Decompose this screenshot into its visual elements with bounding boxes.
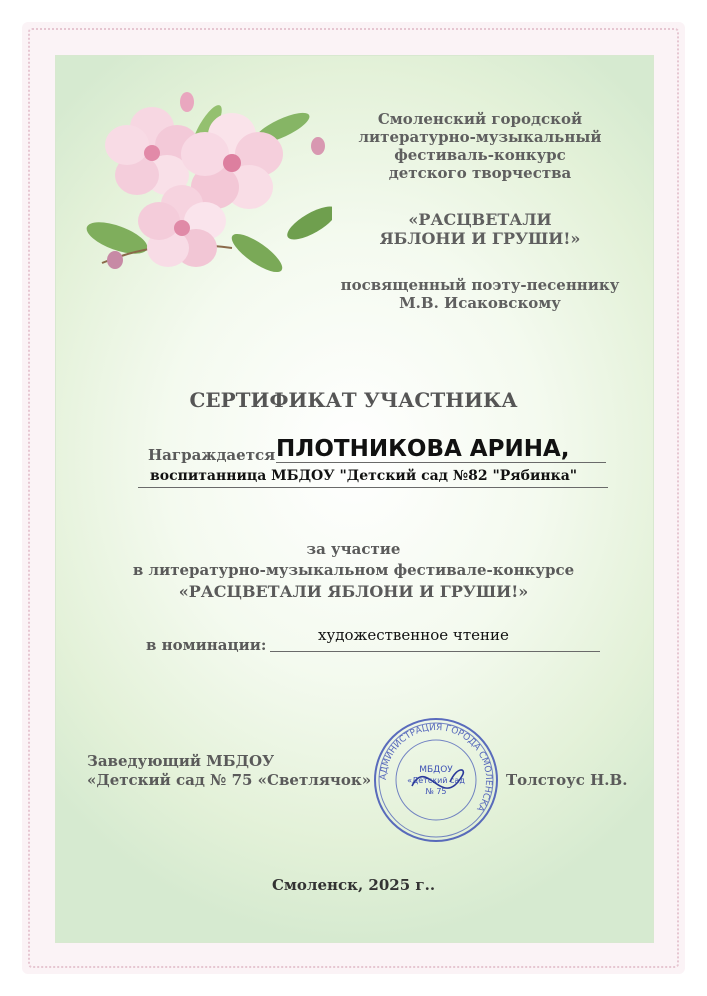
- participation-line3: «РАСЦВЕТАЛИ ЯБЛОНИ И ГРУШИ!»: [178, 582, 529, 601]
- festival-line2: литературно-музыкальный: [358, 128, 602, 146]
- info-underline: [138, 487, 608, 488]
- festival-name-line1: «РАСЦВЕТАЛИ: [408, 210, 552, 229]
- stamp-center-line1: МБДОУ: [419, 765, 453, 775]
- awarded-label: Награждается: [148, 446, 276, 464]
- festival-name-line2: ЯБЛОНИ И ГРУШИ!»: [379, 229, 581, 248]
- city-and-year: Смоленск, 2025 г..: [271, 876, 436, 894]
- festival-line3: фестиваль-конкурс: [394, 146, 566, 164]
- dedication-line1: посвященный поэту-песеннику: [340, 276, 620, 294]
- festival-line1: Смоленский городской: [377, 110, 583, 128]
- certificate-title: СЕРТИФИКАТ УЧАСТНИКА: [189, 388, 518, 412]
- nomination-value: художественное чтение: [318, 626, 509, 644]
- signatory-role-line2: «Детский сад № 75 «Светлячок»: [87, 771, 372, 789]
- nomination-underline: [270, 651, 600, 652]
- stamp-center-line2: «Детский сад: [407, 776, 465, 785]
- official-stamp: [372, 716, 500, 844]
- participation-line2: в литературно-музыкальном фестивале-конкурсе: [132, 561, 575, 579]
- participation-line1: за участие: [306, 540, 401, 558]
- apple-blossom-illustration: [82, 88, 332, 288]
- stamp-center-line3: № 75: [425, 787, 447, 796]
- recipient-name: ПЛОТНИКОВА АРИНА,: [276, 436, 570, 462]
- signatory-role-line1: Заведующий МБДОУ: [87, 752, 275, 770]
- festival-line4: детского творчества: [388, 164, 572, 182]
- dedication-line2: М.В. Исаковскому: [399, 294, 561, 312]
- nomination-label: в номинации:: [146, 636, 267, 654]
- signatory-name: Толстоус Н.В.: [506, 771, 628, 789]
- name-underline: [276, 462, 606, 463]
- stamp-outer-text: АДМИНИСТРАЦИЯ ГОРОДА СМОЛЕНСКА: [378, 722, 494, 813]
- recipient-info: воспитанница МБДОУ "Детский сад №82 "Рябинка": [150, 468, 578, 484]
